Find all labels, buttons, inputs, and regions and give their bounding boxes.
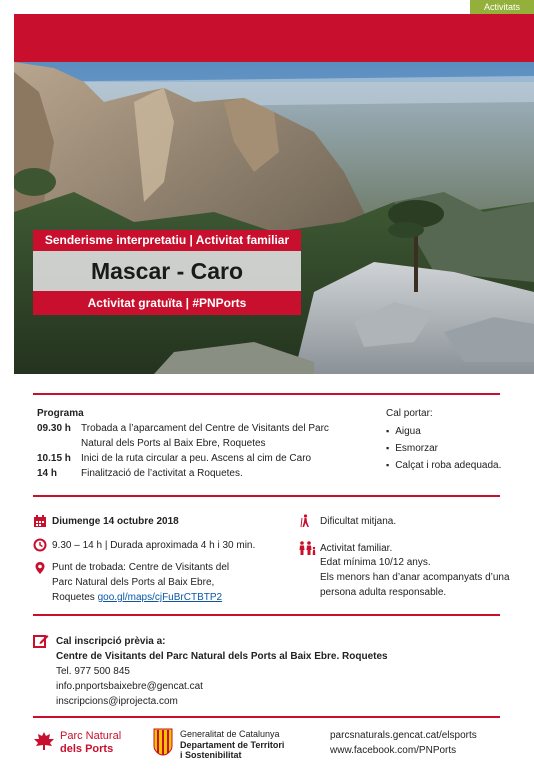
bring-item: ▪ Aigua — [386, 423, 501, 440]
park-website-link[interactable]: parcsnaturals.gencat.cat/elsports — [330, 730, 477, 741]
department-line1: Departament de Territori — [180, 740, 285, 750]
programme-desc: Trobada a l’aparcament del Centre de Visitants del Parc Natural dels Ports al Baix Ebre, Roquetes — [81, 423, 329, 449]
edit-form-icon — [33, 633, 49, 649]
activity-subtitle: Senderisme interpretatiu | Activitat familiar — [33, 230, 301, 251]
meeting-point-line3 — [52, 590, 222, 605]
location-pin-icon — [33, 561, 47, 575]
park-name-line2: dels Ports — [60, 743, 114, 755]
programme-desc: Inici de la ruta circular a peu. Ascens al cim de Caro — [81, 453, 312, 464]
difficulty: Dificultat mitjana. — [320, 516, 397, 527]
bring-item: ▪ Calçat i roba adequada. — [386, 457, 501, 474]
programme-item — [37, 466, 341, 481]
programme-time: 10.15 h — [37, 453, 71, 464]
minors-note-line2: persona adulta responsable. — [320, 587, 447, 598]
park-name-line1: Parc Natural — [60, 730, 122, 742]
divider-lower — [33, 614, 500, 616]
programme-desc: Finalització de l’activitat a Roquetes. — [81, 468, 243, 479]
registration-email-1[interactable]: info.pnportsbaixebre@gencat.cat — [56, 681, 203, 692]
programme-time: 09.30 h — [37, 423, 71, 434]
map-link[interactable]: goo.gl/maps/cjFuBrCTBTP2 — [97, 592, 223, 603]
activity-time: 9.30 – 14 h | Durada aproximada 4 h i 30 min. — [52, 540, 256, 551]
title-banner — [33, 230, 301, 315]
department-line2: i Sostenibilitat — [180, 750, 242, 760]
park-leaf-logo-icon — [34, 732, 54, 750]
registration-phone: Tel. 977 500 845 — [56, 666, 130, 677]
category-tab: Activitats — [470, 0, 534, 14]
facebook-link[interactable]: www.facebook.com/PNPorts — [330, 745, 457, 756]
clock-icon — [33, 538, 47, 552]
bring-title: Cal portar: — [386, 408, 433, 419]
registration-title: Cal inscripció prèvia a: — [56, 636, 166, 647]
family-icon — [298, 541, 316, 555]
programme-title: Programa — [37, 408, 84, 419]
activity-date: Diumenge 14 octubre 2018 — [52, 516, 179, 527]
divider-top — [33, 393, 500, 395]
programme-time: 14 h — [37, 468, 58, 479]
meeting-point-line2: Parc Natural dels Ports al Baix Ebre, — [52, 577, 215, 588]
family-activity: Activitat familiar. — [320, 543, 393, 554]
minimum-age: Edat mínima 10/12 anys. — [320, 557, 431, 568]
activity-title: Mascar - Caro — [33, 251, 301, 291]
programme-item — [37, 421, 341, 451]
programme-item — [37, 451, 341, 466]
registration-centre: Centre de Visitants del Parc Natural dels Ports al Baix Ebre. Roquetes — [56, 651, 388, 662]
government-name: Generalitat de Catalunya — [180, 729, 280, 739]
activity-tagline: Activitat gratuïta | #PNPorts — [33, 291, 301, 315]
meeting-point-line1: Punt de trobada: Centre de Visitants del — [52, 562, 230, 573]
divider-footer — [33, 716, 500, 718]
registration-email-2[interactable]: inscripcions@iprojecta.com — [56, 696, 178, 707]
divider-middle — [33, 495, 500, 497]
landscape-photo — [14, 62, 534, 374]
hiker-icon — [298, 514, 312, 528]
bring-list — [386, 423, 501, 474]
minors-note-line1: Els menors han d’anar acompanyats d’una — [320, 572, 510, 583]
bring-item: ▪ Esmorzar — [386, 440, 501, 457]
generalitat-shield-icon — [153, 728, 173, 756]
meeting-point-town: Roquetes — [52, 592, 95, 603]
calendar-icon — [33, 514, 47, 528]
